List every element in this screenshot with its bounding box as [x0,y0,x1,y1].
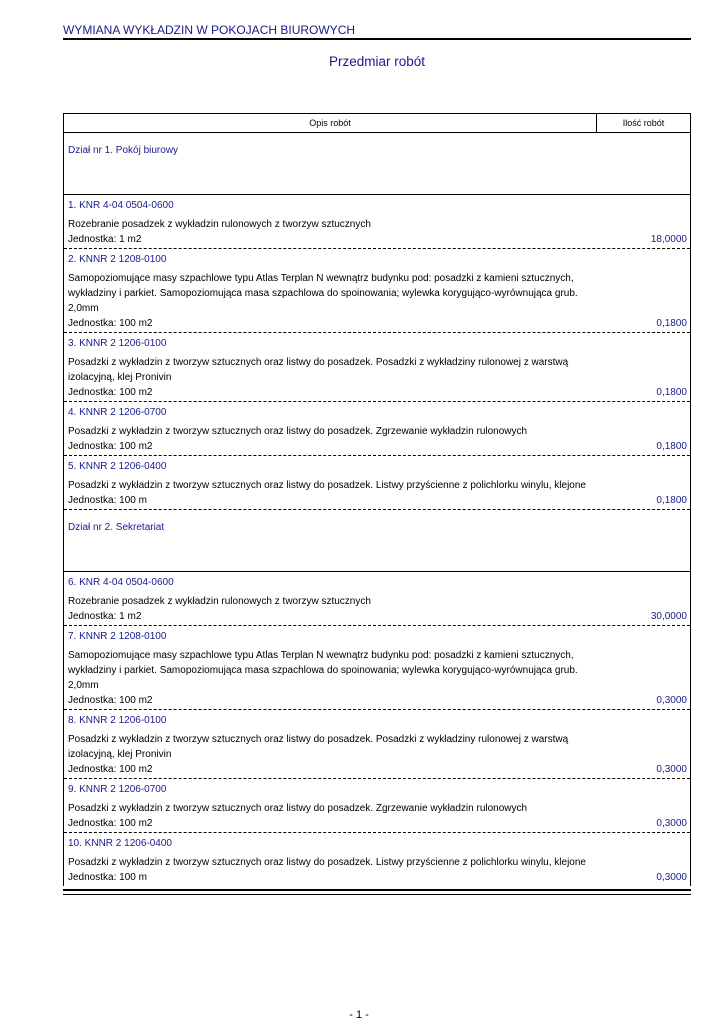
table-row [64,402,690,456]
table-row [64,456,690,510]
header-title: WYMIANA WYKŁADZIN W POKOJACH BIUROWYCH [63,23,356,37]
table-row [64,333,690,402]
item-quantity: 18,0000 [650,234,687,245]
item-code: 1. KNR 4-04 0504-0600 [68,200,174,211]
item-unit-row [68,694,687,709]
document-title: Przedmiar robót [328,54,426,69]
table-row [64,572,690,626]
item-unit: Jednostka: 100 m [68,495,147,506]
table-header [64,114,690,133]
item-unit-row [68,817,687,832]
item-quantity: 0,1800 [656,387,687,398]
item-code: 8. KNNR 2 1206-0100 [68,715,167,726]
item-description: Posadzki z wykładzin z tworzyw sztucznych oraz listwy do posadzek. Posadzki z wykładziny rulonowej z warstwą izolacyjną, klej Pronivin [68,734,569,760]
item-description: Rozebranie posadzek z wykładzin rulonowych z tworzyw sztucznych [68,596,371,607]
item-description: Rozebranie posadzek z wykładzin rulonowych z tworzyw sztucznych [68,219,371,230]
item-unit-row [68,871,687,886]
item-unit: Jednostka: 100 m2 [68,441,153,452]
item-unit: Jednostka: 100 m2 [68,818,153,829]
item-quantity: 0,1800 [656,441,687,452]
item-description: Samopoziomujące masy szpachlowe typu Atlas Terplan N wewnątrz budynku pod: posadzki z kamieni sztucznych, wykładziny i parkiet. Samopoziomująca masa szpachlowa do spoinowania; wylewka korygująco-wyrównująca grub. 2,0mm [68,650,578,691]
item-code: 4. KNNR 2 1206-0700 [68,407,167,418]
item-unit-row [68,317,687,332]
item-quantity: 0,3000 [656,818,687,829]
item-unit-row [68,233,687,248]
table-row [64,195,690,249]
item-code: 5. KNNR 2 1206-0400 [68,461,167,472]
item-description: Samopoziomujące masy szpachlowe typu Atlas Terplan N wewnątrz budynku pod: posadzki z kamieni sztucznych, wykładziny i parkiet. Samopoziomująca masa szpachlowa do spoinowania; wylewka korygująco-wyrównująca grub. 2,0mm [68,273,578,314]
section-heading: Dział nr 1. Pokój biurowy [64,133,690,195]
item-code: 9. KNNR 2 1206-0700 [68,784,167,795]
item-code: 10. KNNR 2 1206-0400 [68,838,172,849]
item-unit: Jednostka: 100 m2 [68,387,153,398]
table-end-rule [63,889,691,895]
item-unit: Jednostka: 100 m [68,872,147,883]
column-header-quantity: Ilość robót [622,118,665,128]
item-quantity: 0,1800 [656,495,687,506]
item-code: 6. KNR 4-04 0504-0600 [68,577,174,588]
item-unit-row [68,763,687,778]
item-quantity: 0,3000 [656,872,687,883]
item-code: 3. KNNR 2 1206-0100 [68,338,167,349]
running-header [63,22,691,40]
table-row [64,779,690,833]
column-header-description: Opis robót [64,114,597,132]
item-unit-row [68,494,687,509]
item-quantity: 0,1800 [656,318,687,329]
table-row [64,710,690,779]
item-unit-row [68,610,687,625]
item-description: Posadzki z wykładzin z tworzyw sztucznych oraz listwy do posadzek. Listwy przyścienne z polichlorku winylu, klejone [68,480,586,491]
item-unit: Jednostka: 100 m2 [68,695,153,706]
table-row [64,833,690,886]
item-code: 2. KNNR 2 1208-0100 [68,254,167,265]
item-quantity: 30,0000 [650,611,687,622]
item-unit-row [68,386,687,401]
item-unit: Jednostka: 1 m2 [68,611,142,622]
item-description: Posadzki z wykładzin z tworzyw sztucznych oraz listwy do posadzek. Zgrzewanie wykładzin rulonowych [68,426,528,437]
item-description: Posadzki z wykładzin z tworzyw sztucznych oraz listwy do posadzek. Zgrzewanie wykładzin rulonowych [68,803,528,814]
section-heading: Dział nr 2. Sekretariat [64,510,690,572]
item-code: 7. KNNR 2 1208-0100 [68,631,167,642]
item-unit-row [68,440,687,455]
item-unit: Jednostka: 100 m2 [68,318,153,329]
page-number: - 1 - [349,1009,369,1021]
table-row [64,626,690,710]
item-unit: Jednostka: 1 m2 [68,234,142,245]
table-row [64,249,690,333]
item-unit: Jednostka: 100 m2 [68,764,153,775]
table-body [64,133,690,886]
item-quantity: 0,3000 [656,695,687,706]
item-description: Posadzki z wykładzin z tworzyw sztucznych oraz listwy do posadzek. Posadzki z wykładziny rulonowej z warstwą izolacyjną, klej Pronivin [68,357,569,383]
bill-of-quantities-table [63,113,691,886]
item-quantity: 0,3000 [656,764,687,775]
item-description: Posadzki z wykładzin z tworzyw sztucznych oraz listwy do posadzek. Listwy przyścienne z polichlorku winylu, klejone [68,857,586,868]
